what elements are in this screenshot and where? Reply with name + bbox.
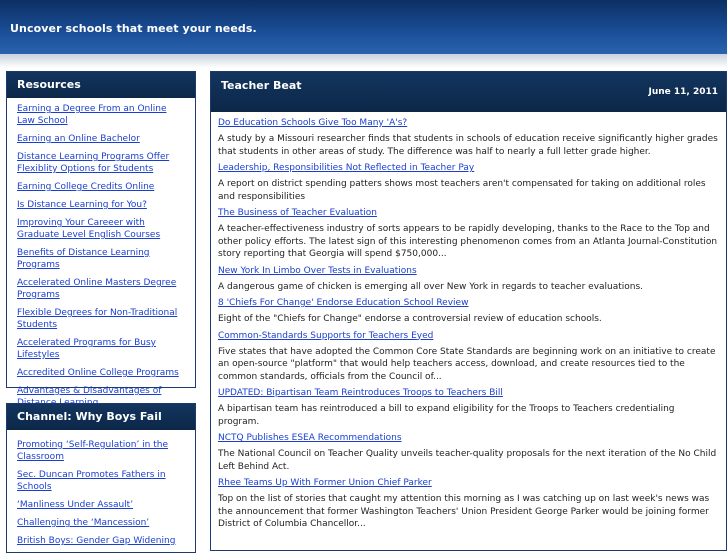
resource-link[interactable]: Accredited Online College Programs — [17, 368, 179, 378]
article-item — [218, 117, 718, 158]
article-summary: Five states that have adopted the Common Core State Standards are beginning work on an initiative to create an open-source "platform" that would help teachers access, download, and create resources tied to the common standards, officials from the Council of... — [218, 346, 716, 382]
article-item — [218, 162, 718, 203]
list-item — [17, 498, 187, 516]
list-item — [17, 276, 187, 306]
list-item — [17, 102, 187, 132]
article-summary: A report on district spending patters shows most teachers aren't compensated for taking on additional roles and responsibilities — [218, 179, 706, 202]
article-title-link[interactable]: The Business of Teacher Evaluation — [218, 208, 377, 218]
article-summary: A bipartisan team has reintroduced a bill to expand eligibility for the Troops to Teachers credentialing program. — [218, 404, 675, 427]
article-summary: A teacher-effectiveness industry of sorts appears to be rapidly developing, thanks to the Race to the Top and other policy efforts. The latest sign of this interesting phenomenon comes from an Atlanta Journal-Constitution story reporting that Georgia will spend $750,000... — [218, 224, 718, 259]
resources-list — [7, 98, 195, 416]
resource-link[interactable]: Improving Your Careeer with Graduate Level English Courses — [17, 218, 161, 240]
resource-link[interactable]: Earning a Degree From an Online Law School — [17, 104, 167, 126]
list-item — [17, 246, 187, 276]
list-item — [17, 132, 187, 150]
resource-link[interactable]: Flexible Degrees for Non-Traditional Students — [17, 308, 178, 330]
channel-list — [7, 430, 195, 554]
site-header — [0, 0, 727, 54]
list-item — [17, 336, 187, 366]
channel-link[interactable]: Challenging the ‘Mancession’ — [17, 518, 150, 528]
article-item — [218, 477, 718, 531]
article-title-link[interactable]: NCTQ Publishes ESEA Recommendations — [218, 433, 402, 443]
article-summary: Top on the list of stories that caught my attention this morning as I was catching up on last week's news was the announcement that former Washington Teachers' Union President George Parker would be joining former District of Columbia Chancellor... — [218, 494, 710, 529]
article-item — [218, 207, 718, 261]
resources-heading: Resources — [7, 72, 195, 98]
article-item — [218, 330, 718, 384]
list-item — [17, 366, 187, 384]
resource-link[interactable]: Benefits of Distance Learning Programs — [17, 248, 150, 270]
article-item — [218, 265, 718, 294]
article-summary: A study by a Missouri researcher finds that students in schools of education receive significantly higher grades that students in other areas of study. The difference was half to nearly a full letter grade higher. — [218, 134, 718, 157]
article-summary: The National Council on Teacher Quality unveils teacher-quality proposals for the next iteration of the No Child Left Behind Act. — [218, 449, 717, 472]
article-title-link[interactable]: New York In Limbo Over Tests in Evaluations — [218, 265, 417, 276]
teacher-beat-header — [211, 72, 726, 112]
article-title-link[interactable]: UPDATED: Bipartisan Team Reintroduces Troops to Teachers Bill — [218, 388, 503, 398]
article-title-link[interactable]: Common-Standards Supports for Teachers Eyed — [218, 330, 434, 341]
teacher-beat-heading: Teacher Beat — [221, 79, 302, 92]
resource-link[interactable]: Earning an Online Bachelor — [17, 134, 140, 144]
article-summary: Eight of the "Chiefs for Change" endorse a controversial review of education schools. — [218, 314, 602, 324]
resource-link[interactable]: Distance Learning Programs Offer Flexiblity Options for Students — [17, 152, 170, 174]
list-item — [17, 180, 187, 198]
article-title-link[interactable]: Rhee Teams Up With Former Union Chief Parker — [218, 478, 432, 488]
list-item — [17, 216, 187, 246]
list-item — [17, 306, 187, 336]
resource-link[interactable]: Advantages & Disadvantages of — [17, 386, 162, 396]
article-item — [218, 387, 718, 428]
list-item — [17, 468, 187, 498]
header-tagline: Uncover schools that meet your needs. — [10, 22, 257, 35]
channel-panel — [6, 403, 196, 553]
article-list — [211, 112, 726, 531]
article-summary: A dangerous game of chicken is emerging all over New York in regards to teacher evaluations. — [218, 281, 644, 292]
channel-link[interactable]: Sec. Duncan Promotes Fathers in Schools — [17, 470, 166, 492]
list-item — [17, 150, 187, 180]
list-item — [17, 438, 187, 468]
channel-link[interactable]: Promoting ‘Self-Regulation’ in the Classroom — [17, 440, 169, 462]
channel-link[interactable]: British Boys: Gender Gap Widening — [17, 536, 176, 546]
article-item — [218, 297, 718, 326]
resource-link[interactable]: Accelerated Programs for Busy Lifestyles — [17, 338, 156, 360]
teacher-beat-panel — [210, 71, 727, 551]
list-item — [17, 534, 187, 552]
resource-link[interactable]: Is Distance Learning for You? — [17, 200, 147, 210]
header-divider — [0, 54, 727, 68]
article-title-link[interactable]: Do Education Schools Give Too Many 'A's? — [218, 118, 408, 128]
channel-link[interactable]: ‘Manliness Under Assault’ — [17, 500, 134, 510]
resource-link[interactable]: Accelerated Online Masters Degree Programs — [17, 278, 177, 300]
channel-heading: Channel: Why Boys Fail — [7, 404, 195, 430]
resources-panel — [6, 71, 196, 396]
article-item — [218, 432, 718, 473]
resource-link[interactable]: Earning College Credits Online — [17, 182, 155, 192]
feed-date: June 11, 2011 — [648, 87, 718, 97]
article-title-link[interactable]: 8 'Chiefs For Change' Endorse Education School Review — [218, 298, 469, 308]
list-item — [17, 198, 187, 216]
article-title-link[interactable]: Leadership, Responsibilities Not Reflected in Teacher Pay — [218, 163, 475, 173]
list-item — [17, 516, 187, 534]
